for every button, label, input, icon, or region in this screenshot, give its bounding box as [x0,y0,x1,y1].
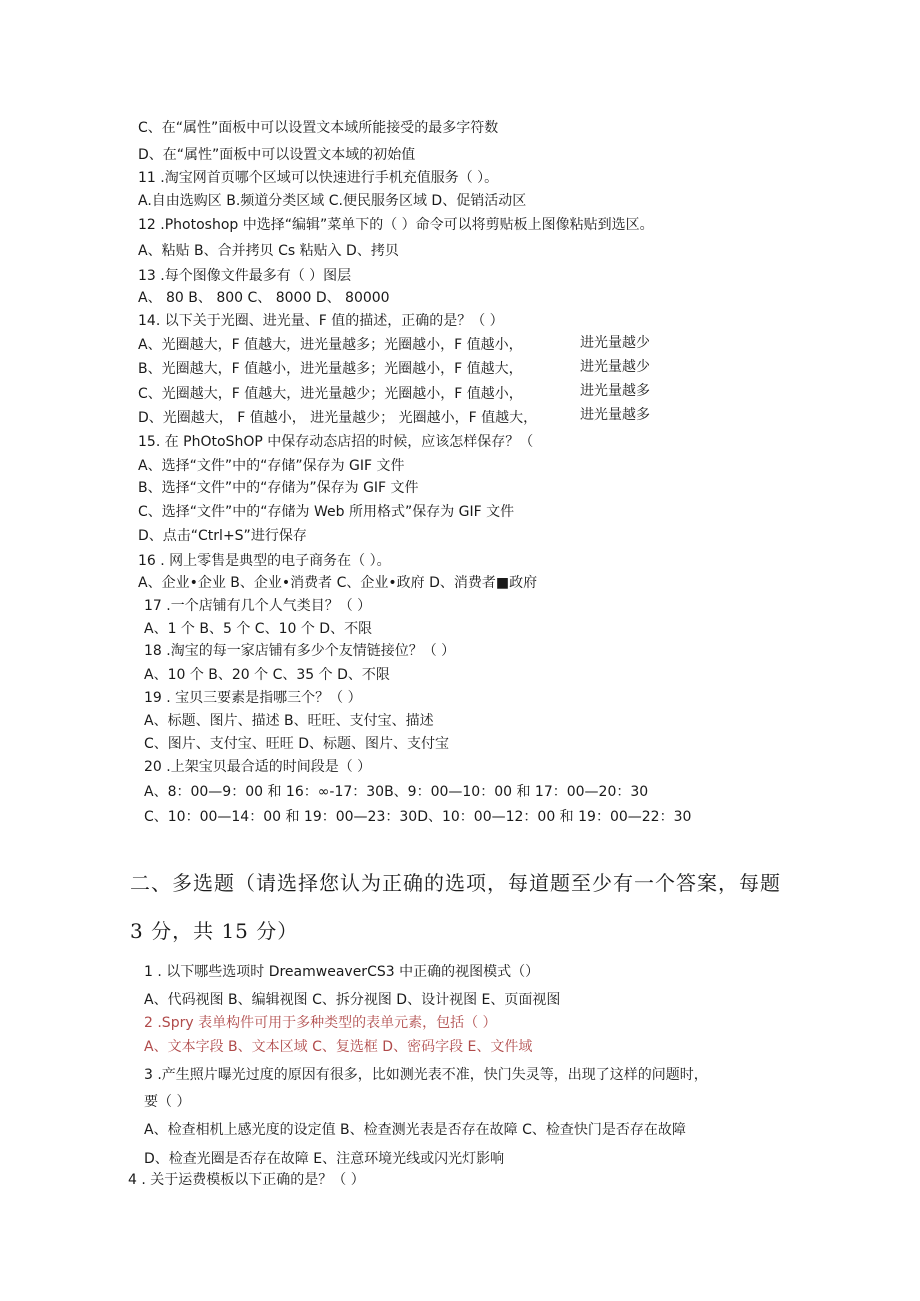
question-20: 20 .上架宝贝最合适的时间段是（ ） [144,759,372,775]
section-heading-score: 3 分，共 15 分） [130,919,299,943]
question-19-options-1: A、标题、图片、描述 B、旺旺、支付宝、描述 [144,713,434,729]
option-d-text-field-initial-value: D、在“属性”面板中可以设置文本域的初始值 [138,147,416,163]
question-20-options-2: C、10：00—14：00 和 19：00—23：30D、10：00—12：00 和 19：00—22：30 [144,809,692,825]
multi-question-3-options-2: D、检查光圈是否存在故障 E、注意环境光线或闪光灯影响 [144,1151,505,1167]
option-c-text-field-max-chars: C、在“属性”面板中可以设置文本域所能接受的最多字符数 [138,120,499,136]
question-14-option-d-end: 进光量越多 [580,407,650,423]
question-14-option-c-end: 进光量越多 [580,383,650,399]
multi-question-1-options: A、代码视图 B、编辑视图 C、拆分视图 D、设计视图 E、页面视图 [144,992,561,1008]
multi-question-2-options: A、文本字段 B、文本区域 C、复选框 D、密码字段 E、文件域 [144,1039,533,1055]
multi-question-3: 3 .产生照片曝光过度的原因有很多，比如测光表不准，快门失灵等，出现了这样的问题时， [144,1067,708,1083]
question-12: 12 .Photoshop 中选择“编辑”菜单下的（ ）命令可以将剪贴板上图像粘贴到选区。 [138,217,654,233]
question-14-option-a: A、光圈越大，F 值越大，进光量越多；光圈越小，F 值越小， [138,337,523,353]
question-18: 18 .淘宝的每一家店铺有多少个友情链接位？（ ） [144,643,456,659]
section-heading-multi-choice: 二、多选题（请选择您认为正确的选项，每道题至少有一个答案，每题 [130,871,781,895]
question-19-options-2: C、图片、支付宝、旺旺 D、标题、图片、支付宝 [144,736,450,752]
question-14-option-c: C、光圈越大，F 值越大，进光量越少；光圈越小，F 值越小， [138,386,523,402]
question-14-option-d: D、光圈越大， F 值越小， 进光量越少； 光圈越小，F 值越大， [138,410,538,426]
question-15-option-a: A、选择“文件”中的“存储”保存为 GIF 文件 [138,458,405,474]
multi-question-2: 2 .Spry 表单构件可用于多种类型的表单元素，包括（ ） [144,1015,497,1031]
question-15: 15. 在 PhOtoShOP 中保存动态店招的时候，应该怎样保存？（ [138,434,534,450]
question-14-option-a-end: 进光量越少 [580,335,650,351]
question-11-options: A.自由选购区 B.频道分类区域 C.便民服务区域 D、促销活动区 [138,193,527,209]
multi-question-1: 1 . 以下哪些选项时 DreamweaverCS3 中正确的视图模式（） [144,964,540,980]
question-13-options: A、 80 B、 800 C、 8000 D、 80000 [138,290,390,306]
question-20-options-1: A、8：00—9：00 和 16：∞-17：30B、9：00—10：00 和 17：00—20：30 [144,784,649,800]
question-18-options: A、10 个 B、20 个 C、35 个 D、不限 [144,667,390,683]
question-11: 11 .淘宝网首页哪个区域可以快速进行手机充值服务（ ）。 [138,170,499,186]
question-16: 16 . 网上零售是典型的电子商务在（ ）。 [138,553,391,569]
question-14-option-b-end: 进光量越少 [580,359,650,375]
question-14-option-b: B、光圈越大，F 值越小，进光量越多；光圈越小，F 值越大， [138,361,523,377]
question-12-options: A、粘贴 B、合并拷贝 Cs 粘贴入 D、拷贝 [138,243,399,259]
question-15-option-c: C、选择“文件”中的“存储为 Web 所用格式”保存为 GIF 文件 [138,504,515,520]
question-15-option-b: B、选择“文件”中的“存储为”保存为 GIF 文件 [138,480,419,496]
question-16-options: A、企业•企业 B、企业•消费者 C、企业•政府 D、消费者■政府 [138,575,538,591]
question-17: 17 .一个店铺有几个人气类目？（ ） [144,598,372,614]
multi-question-4: 4 . 关于运费模板以下正确的是？（ ） [128,1172,365,1188]
multi-question-3-continued: 要（ ） [144,1094,191,1110]
question-13: 13 .每个图像文件最多有（ ）图层 [138,268,352,284]
question-15-option-d: D、点击“Ctrl+S”进行保存 [138,528,307,544]
question-17-options: A、1 个 B、5 个 C、10 个 D、不限 [144,621,373,637]
question-19: 19 . 宝贝三要素是指哪三个？（ ） [144,690,362,706]
multi-question-3-options-1: A、检查相机上感光度的设定值 B、检查测光表是否存在故障 C、检查快门是否存在故障 [144,1122,686,1138]
question-14: 14. 以下关于光圈、进光量、F 值的描述，正确的是？（ ） [138,313,504,329]
